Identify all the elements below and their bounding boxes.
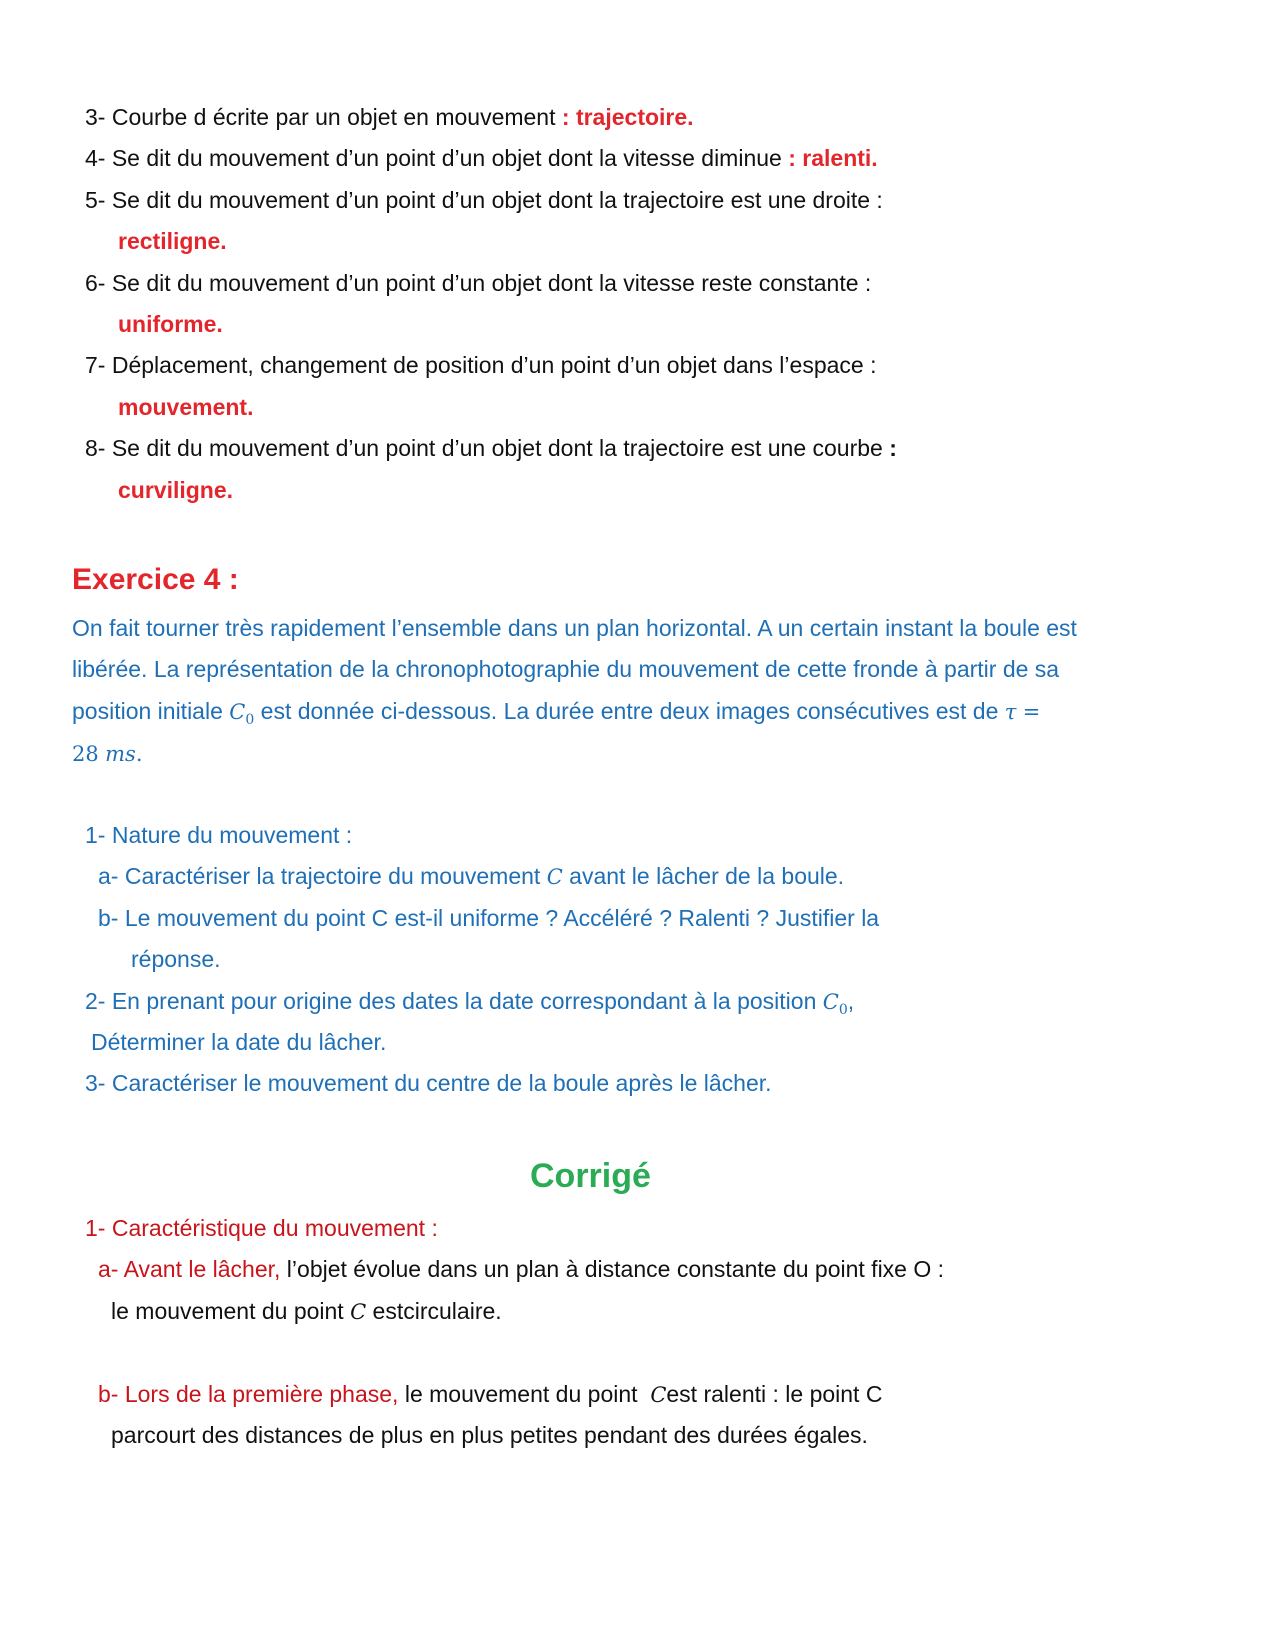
definition-text: Se dit du mouvement d’un point d’un objet dont la trajectoire est une courbe	[111, 435, 890, 461]
c-symbol: C	[350, 1300, 367, 1324]
definition-text: Se dit du mouvement d’un point d’un objet dont la trajectoire est une droite :	[111, 187, 883, 213]
exercise-intro-line	[72, 696, 1040, 735]
question-1b-continued: réponse.	[131, 946, 221, 972]
duration-number: 28	[72, 742, 99, 766]
question-text: avant le lâcher de la boule.	[562, 863, 845, 889]
correction-1a	[98, 1254, 944, 1284]
duration-period: .	[135, 742, 143, 766]
c-letter: C	[822, 990, 839, 1014]
definition-6	[85, 268, 871, 298]
answer-text: est ralenti : le point C	[666, 1381, 883, 1407]
c-subscript: 0	[838, 1002, 848, 1018]
intro-text: position initiale	[72, 698, 230, 724]
definition-text: Se dit du mouvement d’un point d’un objet dont la vitesse reste constante :	[111, 270, 872, 296]
exercise-intro-line: libérée. La représentation de la chronophotographie du mouvement de cette fronde à partir de sa	[72, 656, 1060, 682]
question-3: 3- Caractériser le mouvement du centre de la boule après le lâcher.	[85, 1070, 772, 1096]
definition-5	[85, 185, 883, 215]
answer-label: b- Lors de la première phase,	[98, 1381, 399, 1407]
answer-text: estcirculaire.	[366, 1298, 502, 1324]
c0-symbol	[822, 990, 848, 1018]
definition-3	[85, 102, 694, 132]
definition-colon: :	[889, 435, 897, 461]
correction-part-1: 1- Caractéristique du mouvement :	[85, 1215, 438, 1241]
definition-4	[85, 143, 878, 173]
item-number: 3-	[85, 104, 106, 130]
equals-sign: =	[1022, 700, 1041, 724]
definition-answer: : trajectoire.	[561, 104, 694, 130]
correction-1a-continued	[111, 1296, 502, 1327]
definition-answer: mouvement.	[118, 394, 254, 420]
question-1b: b- Le mouvement du point C est-il uniforme ? Accéléré ? Ralenti ? Justifier la	[98, 905, 880, 931]
definition-text: Se dit du mouvement d’un point d’un objet dont la vitesse diminue	[111, 145, 789, 171]
answer-text: le mouvement du point	[111, 1298, 351, 1324]
c0-symbol	[229, 700, 255, 728]
item-number: 8-	[85, 435, 106, 461]
intro-text: est donnée ci-dessous. La durée entre deux images consécutives est de	[254, 698, 1005, 724]
item-number: 7-	[85, 352, 106, 378]
definition-answer: : ralenti.	[788, 145, 878, 171]
c-subscript: 0	[245, 712, 255, 728]
definition-7	[85, 350, 876, 380]
question-1: 1- Nature du mouvement :	[85, 822, 353, 848]
item-number: 5-	[85, 187, 106, 213]
answer-text: l’objet évolue dans un plan à distance constante du point fixe O :	[280, 1256, 945, 1282]
question-2-continued: Déterminer la date du lâcher.	[91, 1029, 387, 1055]
tau-symbol: τ	[1004, 700, 1017, 724]
c-letter: C	[229, 700, 246, 724]
item-number: 6-	[85, 270, 106, 296]
definition-text: Courbe d écrite par un objet en mouvement	[111, 104, 562, 130]
question-2	[85, 986, 854, 1025]
definition-answer: uniforme.	[118, 311, 223, 337]
correction-1b	[98, 1379, 882, 1410]
question-text: 2- En prenant pour origine des dates la date correspondant à la position	[85, 988, 823, 1014]
definition-answer: rectiligne.	[118, 228, 227, 254]
duration-value	[72, 738, 143, 769]
answer-text: le mouvement du point	[398, 1381, 651, 1407]
comma: ,	[847, 988, 855, 1014]
exercise-title: Exercice 4 :	[72, 563, 239, 596]
c-symbol: C	[650, 1383, 667, 1407]
question-1a	[98, 861, 844, 892]
exercise-intro-line: On fait tourner très rapidement l’ensemble dans un plan horizontal. A un certain instant la boule est	[72, 615, 1077, 641]
item-number: 4-	[85, 145, 106, 171]
correction-1b-continued: parcourt des distances de plus en plus petites pendant des durées égales.	[111, 1422, 868, 1448]
duration-unit: ms	[105, 742, 136, 766]
correction-title: Corrigé	[530, 1157, 651, 1195]
definition-8	[85, 433, 897, 463]
definition-text: Déplacement, changement de position d’un point d’un objet dans l’espace :	[111, 352, 877, 378]
question-text: a- Caractériser la trajectoire du mouvement	[98, 863, 547, 889]
c-symbol: C	[546, 865, 563, 889]
answer-label: a- Avant le lâcher,	[98, 1256, 281, 1282]
definition-answer: curviligne.	[118, 477, 234, 503]
